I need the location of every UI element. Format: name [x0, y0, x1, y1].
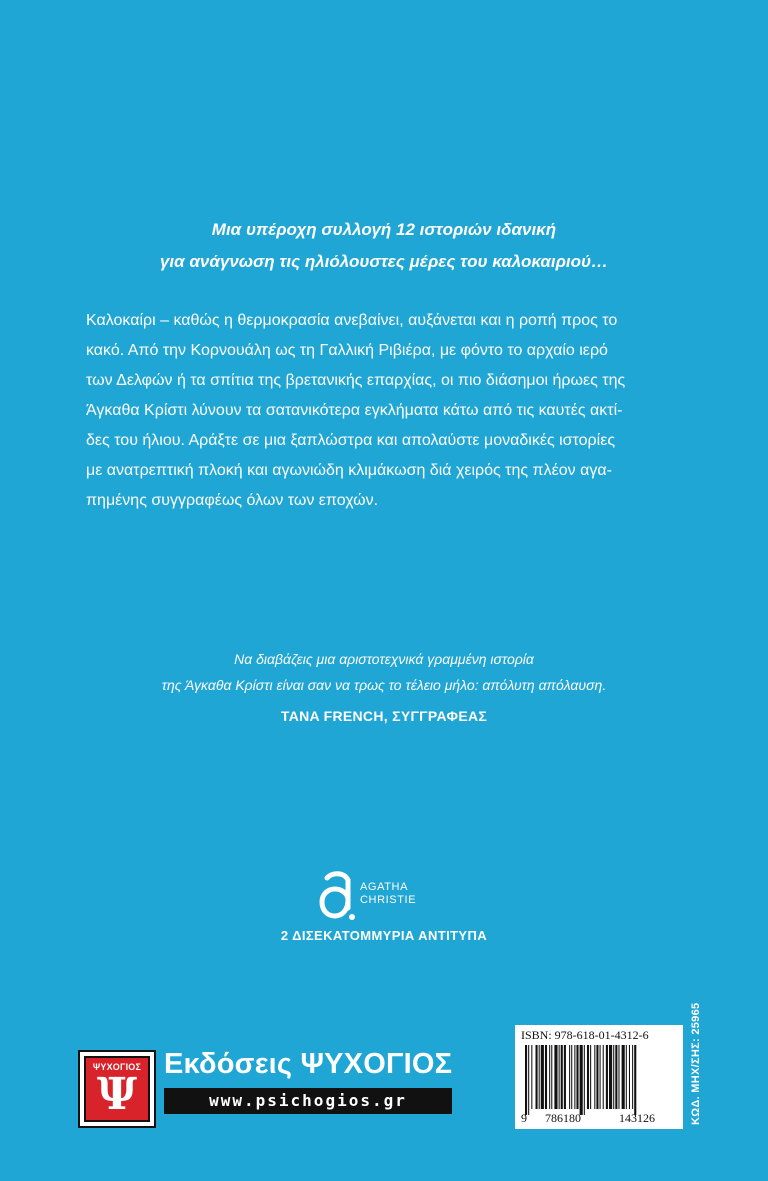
- barcode-bar: [551, 1045, 552, 1109]
- quote-author: TANA FRENCH, ΣΥΓΓΡΑΦΕΑΣ: [280, 708, 488, 724]
- publisher-url: www.psichogios.gr: [164, 1088, 452, 1114]
- barcode-bar: [629, 1045, 630, 1109]
- quote-line: της Άγκαθα Κρίστι είναι σαν να τρως το τέλειο μήλο: απόλυτη απόλαυση.: [161, 677, 607, 693]
- barcode-bar: [590, 1045, 591, 1109]
- blurb-line: με ανατρεπτική πλοκή και αγωνιώδη κλιμάκωση διά χειρός της πλέον αγα-: [86, 462, 612, 479]
- publisher-name: Εκδόσεις ΨΥΧΟΓΙΟΣ: [164, 1048, 453, 1080]
- barcode-bar: [580, 1045, 583, 1115]
- review-quote: [0, 646, 768, 698]
- barcode-bar: [576, 1045, 578, 1109]
- barcode-bar: [603, 1045, 604, 1109]
- barcode-bars: [515, 1025, 683, 1129]
- barcode-bar: [615, 1045, 617, 1109]
- barcode-bar: [545, 1045, 547, 1109]
- barcode-bar: [609, 1045, 612, 1109]
- isbn-label: ISBN: 978-618-01-4312-6: [521, 1028, 649, 1042]
- barcode: [515, 1025, 683, 1129]
- publisher-logo-label: ΨΥΧΟΓΙΟΣ: [92, 1062, 142, 1072]
- barcode-bar: [564, 1045, 566, 1109]
- barcode-bar: [525, 1045, 527, 1115]
- blurb-line: των Δελφών ή τα σπίτια της βρετανικής επαρχίας, οι πιο διάσημοι ήρωες της: [86, 372, 626, 389]
- barcode-bar: [618, 1045, 619, 1109]
- product-code: ΚΩΔ. ΜΗΧ/ΣΗΣ: 25965: [690, 1002, 702, 1125]
- barcode-bar: [541, 1045, 544, 1109]
- barcode-bar: [587, 1045, 589, 1109]
- quote-line: Να διαβάζεις μια αριστοτεχνικά γραμμένη ιστορία: [234, 651, 534, 667]
- barcode-bar: [528, 1045, 529, 1115]
- barcode-bar: [549, 1045, 550, 1109]
- tagline: [0, 214, 768, 278]
- barcode-bar: [561, 1045, 563, 1109]
- barcode-bar: [559, 1045, 560, 1109]
- barcode-bar: [531, 1045, 532, 1109]
- barcode-bar: [571, 1045, 572, 1109]
- barcode-bar: [594, 1045, 595, 1109]
- copies-sold: 2 ΔΙΣΕΚΑΤΟΜΜΥΡΙΑ ΑΝΤΙΤΥΠΑ: [280, 928, 488, 943]
- agatha-christie-logo: [318, 864, 448, 924]
- barcode-bar: [554, 1045, 557, 1109]
- barcode-bar: [632, 1045, 633, 1109]
- blurb-line: Άγκαθα Κρίστι λύνουν τα σατανικότερα εγκλήματα κάτω από τις καυτές ακτί-: [86, 402, 623, 419]
- agatha-christie-glyph-icon: [318, 864, 358, 924]
- blurb-line: κακό. Από την Κορνουάλη ως τη Γαλλική Ριβιέρα, με φόντο το αρχαίο ιερό: [86, 342, 608, 359]
- barcode-bar: [536, 1045, 538, 1109]
- barcode-bar: [584, 1045, 585, 1115]
- agatha-christie-wordmark: AGATHA CHRISTIE: [360, 881, 417, 906]
- publisher-logo: [78, 1050, 156, 1128]
- tagline-line: για ανάγνωση τις ηλιόλουστες μέρες του καλοκαιριού…: [159, 252, 609, 271]
- barcode-bar: [574, 1045, 575, 1109]
- tagline-line: Μια υπέροχη συλλογή 12 ιστοριών ιδανική: [211, 220, 557, 239]
- barcode-bar: [626, 1045, 627, 1109]
- barcode-digit-group: 786180: [545, 1111, 581, 1125]
- blurb-line: δες του ήλιου. Αράξτε σε μια ξαπλώστρα και απολαύστε μοναδικές ιστορίες: [86, 432, 616, 449]
- barcode-bar: [539, 1045, 540, 1109]
- barcode-bar: [596, 1045, 598, 1109]
- barcode-bar: [634, 1045, 636, 1115]
- barcode-bar: [569, 1045, 570, 1109]
- blurb-line: Καλοκαίρι – καθώς η θερμοκρασία ανεβαίνει, αυξάνεται και η ροπή προς το: [86, 312, 618, 329]
- blurb-line: πημένης συγγραφέως όλων των εποχών.: [86, 492, 379, 509]
- barcode-digit-group: 143126: [619, 1111, 655, 1125]
- blurb: [86, 306, 678, 516]
- barcode-bar: [622, 1045, 625, 1109]
- psi-icon: Ψ: [96, 1069, 138, 1120]
- barcode-bar: [600, 1045, 601, 1109]
- barcode-digit-first: 9: [521, 1111, 527, 1125]
- barcode-bar: [606, 1045, 608, 1109]
- barcode-bar: [613, 1045, 614, 1109]
